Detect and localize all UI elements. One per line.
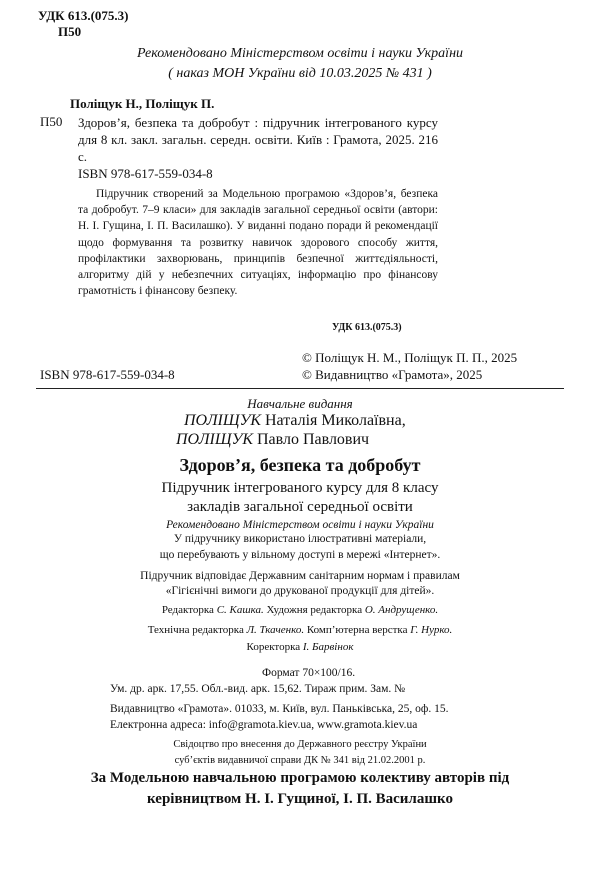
catalog-card-code: П50 bbox=[40, 114, 63, 129]
order-line: ( наказ МОН України від 10.03.2025 № 431 ) bbox=[168, 66, 432, 81]
editors-line bbox=[0, 604, 600, 616]
author-1-surname: ПОЛІЩУК bbox=[184, 412, 261, 429]
tech-editors-line bbox=[0, 624, 600, 636]
udk-code: УДК 613.(075.3) bbox=[38, 8, 129, 23]
publisher-address: Видавництво «Грамота». 01033, м. Київ, вул. Паньківська, 25, оф. 15. bbox=[110, 703, 449, 715]
proofreader-label: Коректорка bbox=[246, 641, 303, 653]
author-2-surname: ПОЛІЩУК bbox=[176, 431, 253, 448]
catalog-isbn: ISBN 978-617-559-034-8 bbox=[78, 166, 213, 181]
tech-editor-name: Л. Ткаченко. bbox=[246, 624, 305, 636]
art-editor-name: О. Андрущенко. bbox=[364, 604, 439, 616]
layout-name: Г. Нурко. bbox=[410, 624, 453, 636]
program-note-2: керівництвом Н. І. Гущиної, І. П. Василашко bbox=[147, 791, 453, 807]
annotation-udk: УДК 613.(075.3) bbox=[332, 322, 402, 333]
isbn: ISBN 978-617-559-034-8 bbox=[40, 367, 175, 382]
book-subtitle-1: Підручник інтегрованого курсу для 8 класу bbox=[161, 480, 439, 496]
certificate-line-2: суб’єктів видавничої справи ДК № 341 від 21.02.2001 р. bbox=[174, 755, 426, 766]
catalog-authors: Поліщук Н., Поліщук П. bbox=[70, 96, 215, 111]
sanitary-note-2: «Гігієнічні вимоги до друкованої продукції для дітей». bbox=[165, 585, 435, 597]
certificate-line-1: Свідоцтво про внесення до Державного реєстру України bbox=[173, 739, 427, 750]
author-1-name: Наталія Миколаївна, bbox=[260, 412, 406, 429]
illustrations-note-2: що перебувають у вільному доступі в мережі «Інтернет». bbox=[159, 549, 441, 561]
catalog-code: П50 bbox=[58, 24, 82, 39]
edition-type: Навчальне видання bbox=[247, 396, 353, 411]
editor-name: С. Кашка. bbox=[216, 604, 264, 616]
publisher-email: Електронна адреса: info@gramota.kiev.ua, www.gramota.kiev.ua bbox=[110, 719, 418, 731]
divider bbox=[36, 388, 564, 389]
art-editor-label: Художня редакторка bbox=[263, 604, 365, 616]
author-2 bbox=[176, 431, 369, 449]
copyright-authors: © Поліщук Н. М., Поліщук П. П., 2025 bbox=[302, 350, 518, 365]
program-note-1: За Модельною навчальною програмою колективу авторів під bbox=[90, 770, 510, 786]
editor-label: Редакторка bbox=[161, 604, 217, 616]
proofreader-name: І. Барвінок bbox=[302, 641, 354, 653]
author-1 bbox=[184, 412, 406, 430]
book-subtitle-2: закладів загальної середньої освіти bbox=[187, 499, 413, 515]
format: Формат 70×100/16. bbox=[262, 667, 356, 679]
author-2-name: Павло Павлович bbox=[252, 431, 370, 448]
imprint-recommendation: Рекомендовано Міністерством освіти і науки України bbox=[166, 519, 434, 531]
copyright-publisher: © Видавництво «Грамота», 2025 bbox=[302, 367, 483, 382]
illustrations-note-1: У підручнику використано ілюстративні матеріали, bbox=[173, 533, 427, 545]
print-sheets: Ум. др. арк. 17,55. Обл.-вид. арк. 15,62. Тираж прим. Зам. № bbox=[110, 683, 406, 695]
annotation: Підручник створений за Модельною програмою «Здоров’я, безпека та добробут. 7–9 класи» для закладів загальної середньої освіти (автори: Н. І. Гущина, І. П. Василашко). У виданні подано поради й рекомендації щодо формування та розвитку навичок здорового способу життя, профілактики захворювань, принципів безпечної життєдіяльності, алгоритму дій у небезпечних ситуаціях, інформацію про фінансову грамотність і фінансову безпеку. bbox=[78, 188, 438, 298]
sanitary-note-1: Підручник відповідає Державним санітарним нормам і правилам bbox=[140, 570, 460, 582]
layout-label: Комп’ютерна верстка bbox=[304, 624, 411, 636]
tech-editor-label: Технічна редакторка bbox=[147, 624, 247, 636]
book-title: Здоров’я, безпека та добробут bbox=[179, 455, 421, 475]
proofreader-line bbox=[0, 641, 600, 653]
recommendation-line: Рекомендовано Міністерством освіти і науки України bbox=[136, 46, 464, 61]
catalog-description: Здоров’я, безпека та добробут : підручник інтегрованого курсу для 8 кл. закл. загальн. середн. освіти. Київ : Грамота, 2025. 216 с. bbox=[78, 115, 438, 164]
